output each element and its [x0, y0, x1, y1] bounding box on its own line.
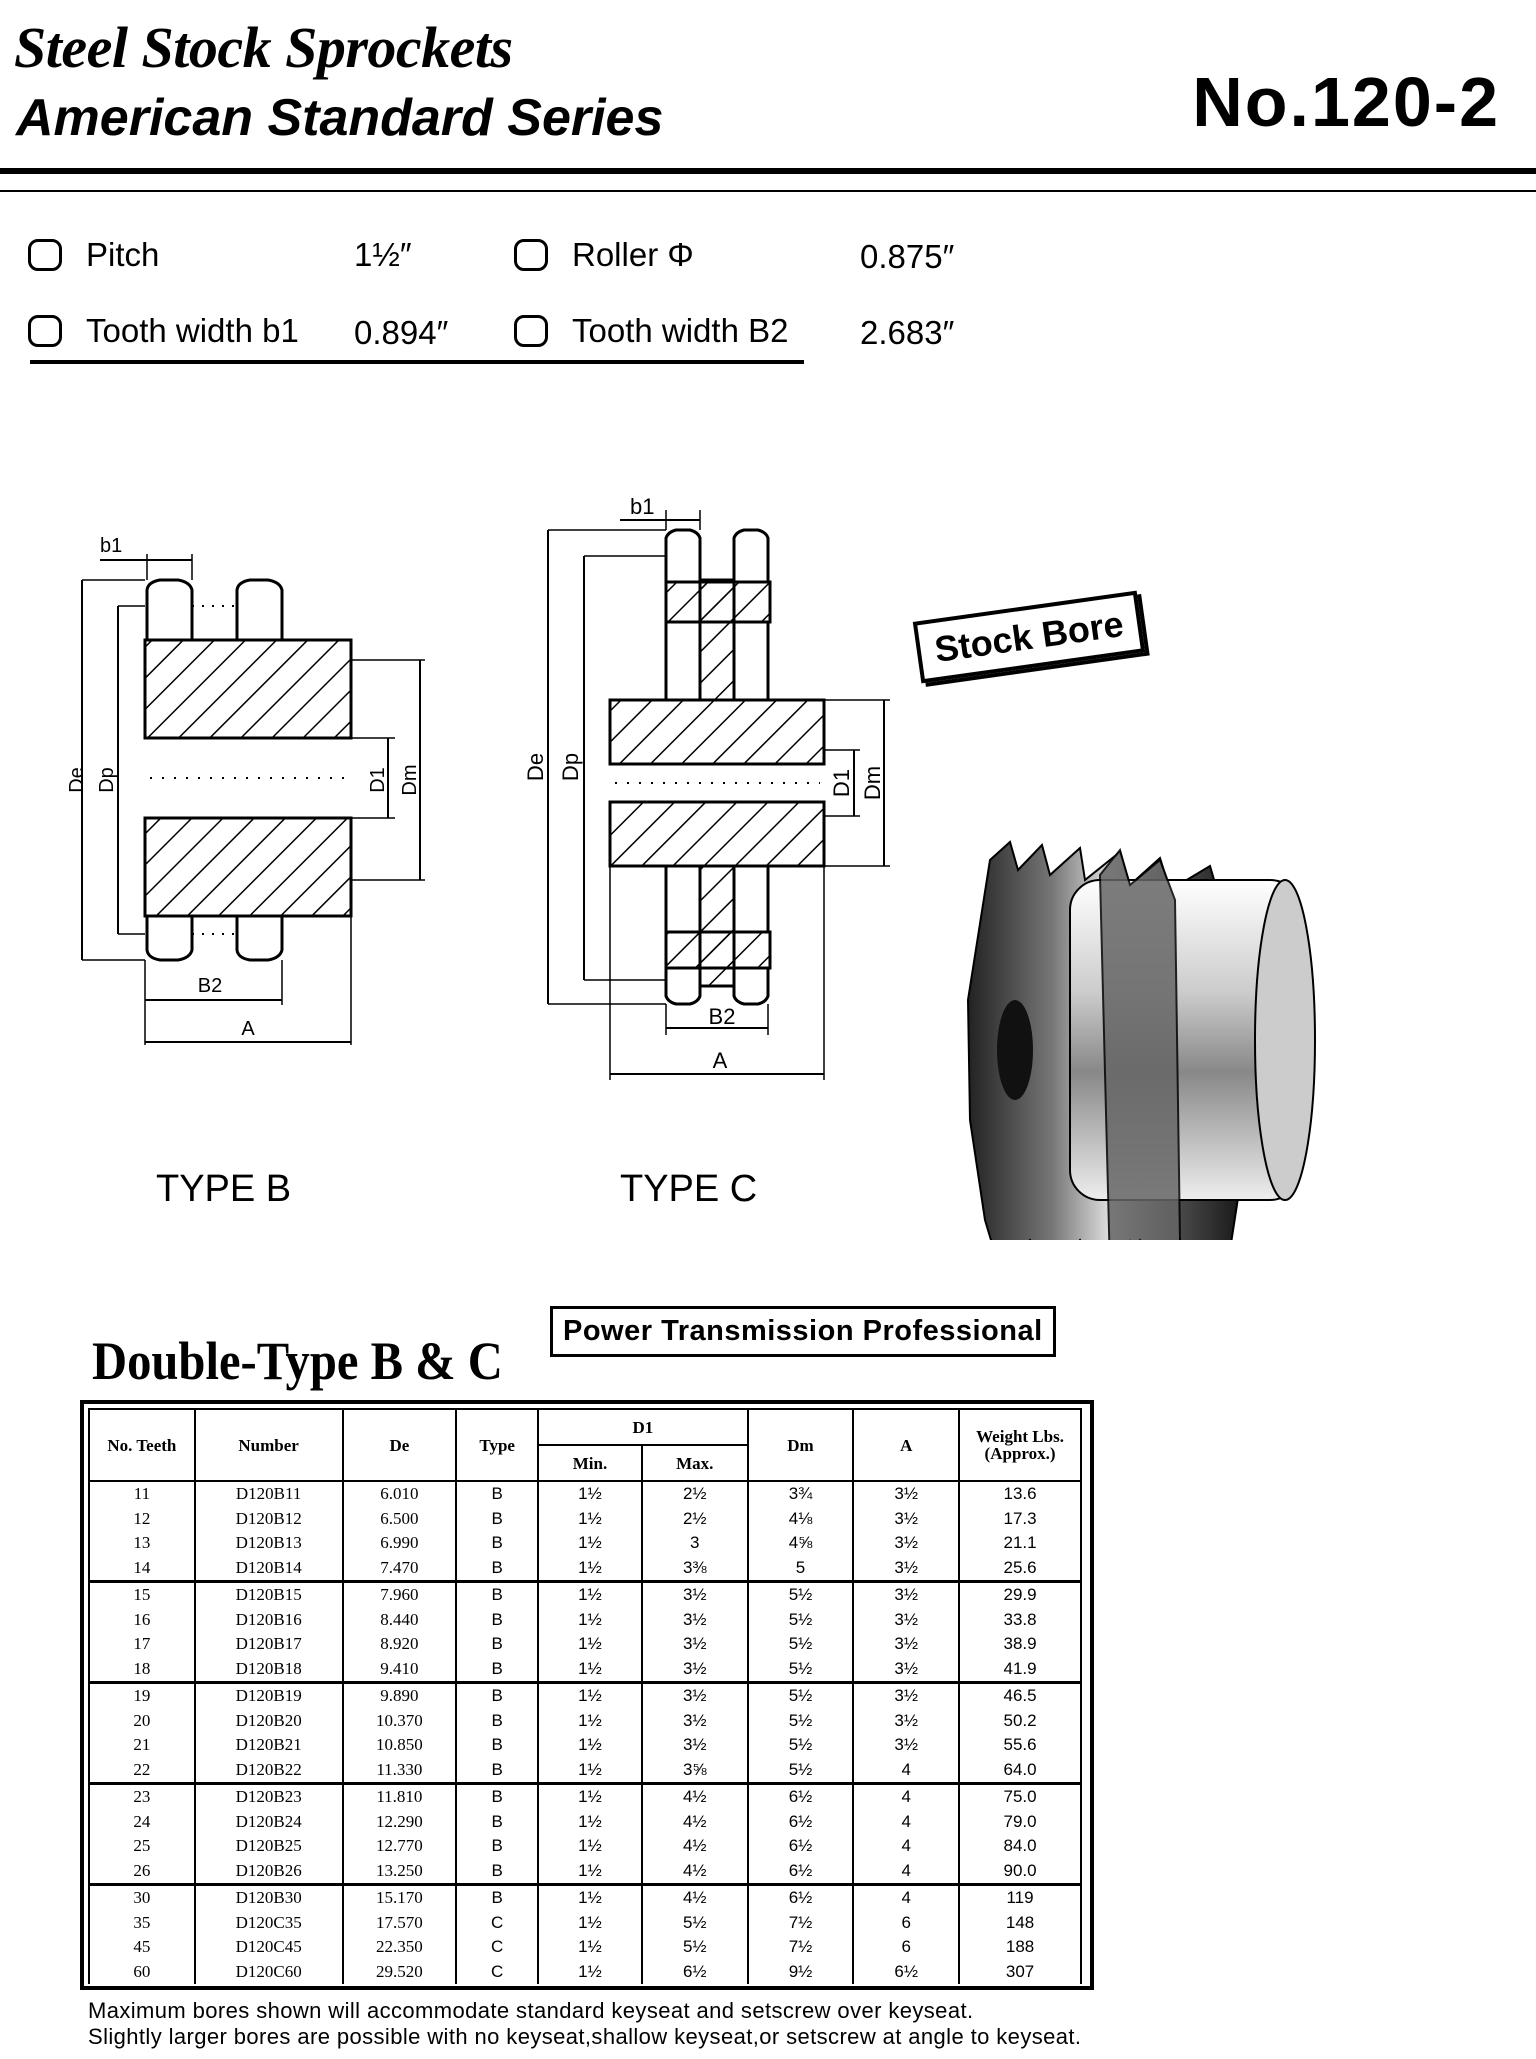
cell-d1-max: 3⅜ — [642, 1556, 748, 1582]
cell-number: D120B19 — [195, 1683, 343, 1709]
cell-d1-max: 3 — [642, 1531, 748, 1556]
cell-teeth: 24 — [89, 1810, 195, 1835]
cell-number: D120B17 — [195, 1632, 343, 1657]
cell-dm: 5½ — [748, 1657, 854, 1683]
cell-type: B — [456, 1632, 538, 1657]
cell-number: D120C60 — [195, 1960, 343, 1985]
cell-d1-min: 1½ — [538, 1784, 642, 1810]
cell-weight: 29.9 — [959, 1582, 1081, 1608]
cell-d1-min: 1½ — [538, 1935, 642, 1960]
table-row — [89, 1960, 1081, 1985]
cell-d1-min: 1½ — [538, 1657, 642, 1683]
cell-d1-min: 1½ — [538, 1758, 642, 1784]
cell-dm: 4⅝ — [748, 1531, 854, 1556]
cell-de: 10.850 — [343, 1733, 457, 1758]
cell-number: D120C35 — [195, 1911, 343, 1936]
cell-dm: 5½ — [748, 1758, 854, 1784]
sprocket-diagrams — [0, 480, 1536, 1240]
checkbox-icon — [514, 315, 548, 347]
header-rule-thin — [0, 190, 1536, 192]
dim-a-label: A — [241, 1018, 255, 1040]
spec-b1 — [28, 312, 299, 350]
cell-d1-min: 1½ — [538, 1556, 642, 1582]
cell-d1-min: 1½ — [538, 1834, 642, 1859]
cell-a: 3½ — [853, 1733, 959, 1758]
dim-b1-label: b1 — [100, 535, 123, 557]
cell-type: B — [456, 1657, 538, 1683]
cell-number: D120B26 — [195, 1859, 343, 1885]
header-dm: Dm — [748, 1409, 854, 1481]
cell-number: D120B11 — [195, 1481, 343, 1507]
cell-weight: 33.8 — [959, 1608, 1081, 1633]
cell-d1-min: 1½ — [538, 1481, 642, 1507]
header-a: A — [853, 1409, 959, 1481]
dim-d1-label: D1 — [367, 767, 389, 793]
dim-dp-label: Dp — [96, 767, 118, 793]
cell-type: B — [456, 1784, 538, 1810]
cell-dm: 7½ — [748, 1935, 854, 1960]
cell-teeth: 19 — [89, 1683, 195, 1709]
cell-type: B — [456, 1758, 538, 1784]
cell-de: 9.890 — [343, 1683, 457, 1709]
type-c-diagram — [523, 494, 890, 1080]
cell-dm: 5 — [748, 1556, 854, 1582]
cell-weight: 21.1 — [959, 1531, 1081, 1556]
cell-teeth: 18 — [89, 1657, 195, 1683]
cell-type: C — [456, 1911, 538, 1936]
cell-d1-min: 1½ — [538, 1859, 642, 1885]
cell-d1-max: 3½ — [642, 1608, 748, 1633]
cell-d1-max: 5½ — [642, 1935, 748, 1960]
cell-teeth: 14 — [89, 1556, 195, 1582]
cell-number: D120B12 — [195, 1507, 343, 1532]
cell-a: 4 — [853, 1784, 959, 1810]
cell-de: 7.960 — [343, 1582, 457, 1608]
cell-d1-max: 3½ — [642, 1632, 748, 1657]
footnote-1: Maximum bores shown will accommodate standard keyseat and setscrew over keyseat. — [88, 1998, 974, 2023]
cell-dm: 6½ — [748, 1885, 854, 1911]
cell-de: 22.350 — [343, 1935, 457, 1960]
cell-weight: 17.3 — [959, 1507, 1081, 1532]
table-row — [89, 1582, 1081, 1608]
cell-a: 3½ — [853, 1507, 959, 1532]
cell-weight: 84.0 — [959, 1834, 1081, 1859]
cell-dm: 5½ — [748, 1683, 854, 1709]
table-row — [89, 1657, 1081, 1683]
cell-dm: 6½ — [748, 1859, 854, 1885]
cell-type: B — [456, 1885, 538, 1911]
cell-weight: 307 — [959, 1960, 1081, 1985]
table-row — [89, 1683, 1081, 1709]
spec-underline — [30, 360, 804, 364]
cell-type: B — [456, 1556, 538, 1582]
cell-d1-max: 4½ — [642, 1834, 748, 1859]
cell-type: B — [456, 1481, 538, 1507]
cell-type: B — [456, 1683, 538, 1709]
header-de: De — [343, 1409, 457, 1481]
cell-de: 15.170 — [343, 1885, 457, 1911]
cell-a: 3½ — [853, 1683, 959, 1709]
table-row — [89, 1935, 1081, 1960]
cell-dm: 6½ — [748, 1810, 854, 1835]
cell-d1-min: 1½ — [538, 1531, 642, 1556]
cell-de: 12.770 — [343, 1834, 457, 1859]
cell-teeth: 30 — [89, 1885, 195, 1911]
cell-a: 3½ — [853, 1709, 959, 1734]
cell-a: 3½ — [853, 1608, 959, 1633]
section-title: Double-Type B & C — [92, 1331, 503, 1391]
sprocket-table — [80, 1400, 1094, 1990]
cell-type: B — [456, 1834, 538, 1859]
cell-d1-max: 4½ — [642, 1810, 748, 1835]
cell-number: D120B21 — [195, 1733, 343, 1758]
cell-a: 4 — [853, 1885, 959, 1911]
header-rule — [0, 168, 1536, 174]
cell-type: B — [456, 1859, 538, 1885]
cell-d1-max: 4½ — [642, 1885, 748, 1911]
cell-teeth: 15 — [89, 1582, 195, 1608]
model-number: No.120-2 — [1192, 63, 1500, 141]
cell-d1-max: 5½ — [642, 1911, 748, 1936]
cell-number: D120C45 — [195, 1935, 343, 1960]
cell-weight: 64.0 — [959, 1758, 1081, 1784]
spec-roller-label: Roller Φ — [572, 236, 694, 273]
cell-a: 3½ — [853, 1481, 959, 1507]
table-row — [89, 1758, 1081, 1784]
spec-b2-label: Tooth width B2 — [572, 312, 789, 349]
table-row — [89, 1507, 1081, 1532]
cell-d1-min: 1½ — [538, 1632, 642, 1657]
spec-pitch-label: Pitch — [86, 236, 160, 273]
cell-number: D120B30 — [195, 1885, 343, 1911]
table-row — [89, 1709, 1081, 1734]
cell-teeth: 21 — [89, 1733, 195, 1758]
cell-weight: 188 — [959, 1935, 1081, 1960]
type-b-label: TYPE B — [156, 1168, 292, 1210]
type-b-diagram — [66, 535, 425, 1045]
dim-b2-label: B2 — [197, 975, 223, 997]
cell-de: 29.520 — [343, 1960, 457, 1985]
spec-pitch-value: 1½″ — [354, 236, 412, 273]
dim-dm-label: Dm — [399, 764, 421, 796]
cell-a: 3½ — [853, 1556, 959, 1582]
header-d1: D1 — [538, 1409, 748, 1445]
cell-dm: 5½ — [748, 1608, 854, 1633]
cell-teeth: 35 — [89, 1911, 195, 1936]
cell-d1-min: 1½ — [538, 1683, 642, 1709]
cell-d1-max: 3⅝ — [642, 1758, 748, 1784]
cell-teeth: 13 — [89, 1531, 195, 1556]
dim-d1-label: D1 — [829, 768, 854, 798]
cell-weight: 50.2 — [959, 1709, 1081, 1734]
cell-type: B — [456, 1507, 538, 1532]
table-row — [89, 1531, 1081, 1556]
cell-type: C — [456, 1960, 538, 1985]
cell-de: 8.440 — [343, 1608, 457, 1633]
cell-dm: 5½ — [748, 1632, 854, 1657]
cell-number: D120B15 — [195, 1582, 343, 1608]
header-type: Type — [456, 1409, 538, 1481]
header-number: Number — [195, 1409, 343, 1481]
cell-weight: 46.5 — [959, 1683, 1081, 1709]
cell-de: 10.370 — [343, 1709, 457, 1734]
cell-de: 11.810 — [343, 1784, 457, 1810]
cell-d1-min: 1½ — [538, 1960, 642, 1985]
cell-d1-min: 1½ — [538, 1733, 642, 1758]
dim-de-label: De — [66, 767, 88, 793]
cell-number: D120B23 — [195, 1784, 343, 1810]
cell-d1-min: 1½ — [538, 1608, 642, 1633]
cell-a: 6½ — [853, 1960, 959, 1985]
cell-a: 3½ — [853, 1531, 959, 1556]
cell-de: 6.500 — [343, 1507, 457, 1532]
title-line-1: Steel Stock Sprockets — [14, 15, 513, 80]
footnote-2: Slightly larger bores are possible with no keyseat,shallow keyseat,or setscrew at angle to keyseat. — [88, 2024, 1082, 2049]
cell-dm: 7½ — [748, 1911, 854, 1936]
cell-teeth: 22 — [89, 1758, 195, 1784]
cell-d1-max: 3½ — [642, 1582, 748, 1608]
header-d1-max: Max. — [642, 1445, 748, 1481]
cell-number: D120B20 — [195, 1709, 343, 1734]
cell-de: 11.330 — [343, 1758, 457, 1784]
cell-de: 17.570 — [343, 1911, 457, 1936]
cell-dm: 6½ — [748, 1834, 854, 1859]
dim-b2-label: B2 — [708, 1004, 736, 1029]
dim-dp-label: Dp — [558, 752, 583, 782]
cell-type: B — [456, 1608, 538, 1633]
cell-dm: 6½ — [748, 1784, 854, 1810]
table-row — [89, 1859, 1081, 1885]
table-row — [89, 1784, 1081, 1810]
checkbox-icon — [28, 239, 62, 271]
cell-dm: 4⅛ — [748, 1507, 854, 1532]
table-row — [89, 1911, 1081, 1936]
dim-dm-label: Dm — [860, 765, 885, 801]
cell-number: D120B14 — [195, 1556, 343, 1582]
type-c-label: TYPE C — [620, 1168, 758, 1210]
cell-weight: 38.9 — [959, 1632, 1081, 1657]
cell-type: B — [456, 1810, 538, 1835]
cell-d1-max: 2½ — [642, 1507, 748, 1532]
cell-weight: 55.6 — [959, 1733, 1081, 1758]
cell-a: 6 — [853, 1935, 959, 1960]
cell-teeth: 45 — [89, 1935, 195, 1960]
title-line-2: American Standard Series — [16, 89, 664, 147]
cell-d1-max: 4½ — [642, 1784, 748, 1810]
cell-d1-max: 4½ — [642, 1859, 748, 1885]
cell-de: 8.920 — [343, 1632, 457, 1657]
cell-d1-max: 3½ — [642, 1733, 748, 1758]
table-row — [89, 1556, 1081, 1582]
spec-roller — [514, 236, 694, 274]
cell-number: D120B16 — [195, 1608, 343, 1633]
cell-dm: 9½ — [748, 1960, 854, 1985]
cell-number: D120B18 — [195, 1657, 343, 1683]
cell-teeth: 60 — [89, 1960, 195, 1985]
cell-dm: 5½ — [748, 1709, 854, 1734]
table-row — [89, 1834, 1081, 1859]
cell-a: 4 — [853, 1810, 959, 1835]
cell-type: B — [456, 1709, 538, 1734]
cell-number: D120B24 — [195, 1810, 343, 1835]
cell-d1-min: 1½ — [538, 1709, 642, 1734]
data-table — [88, 1408, 1082, 1984]
cell-d1-max: 3½ — [642, 1683, 748, 1709]
cell-weight: 41.9 — [959, 1657, 1081, 1683]
cell-de: 7.470 — [343, 1556, 457, 1582]
table-row — [89, 1810, 1081, 1835]
cell-dm: 5½ — [748, 1733, 854, 1758]
cell-a: 6 — [853, 1911, 959, 1936]
cell-d1-min: 1½ — [538, 1911, 642, 1936]
stock-bore-badge: Stock Bore — [913, 591, 1145, 684]
cell-weight: 119 — [959, 1885, 1081, 1911]
cell-d1-min: 1½ — [538, 1507, 642, 1532]
cell-d1-max: 3½ — [642, 1657, 748, 1683]
cell-type: C — [456, 1935, 538, 1960]
cell-number: D120B13 — [195, 1531, 343, 1556]
cell-teeth: 25 — [89, 1834, 195, 1859]
cell-d1-min: 1½ — [538, 1582, 642, 1608]
cell-type: B — [456, 1733, 538, 1758]
table-row — [89, 1608, 1081, 1633]
table-row — [89, 1885, 1081, 1911]
table-row — [89, 1632, 1081, 1657]
cell-weight: 79.0 — [959, 1810, 1081, 1835]
cell-de: 6.990 — [343, 1531, 457, 1556]
spec-pitch — [28, 236, 159, 274]
checkbox-icon — [28, 315, 62, 347]
cell-d1-min: 1½ — [538, 1810, 642, 1835]
spec-b2 — [514, 312, 788, 350]
spec-roller-value: 0.875″ — [860, 238, 955, 275]
header-d1-min: Min. — [538, 1445, 642, 1481]
cell-d1-max: 3½ — [642, 1709, 748, 1734]
cell-weight: 148 — [959, 1911, 1081, 1936]
cell-number: D120B25 — [195, 1834, 343, 1859]
table-row — [89, 1481, 1081, 1507]
table-row — [89, 1733, 1081, 1758]
cell-a: 4 — [853, 1834, 959, 1859]
cell-weight: 25.6 — [959, 1556, 1081, 1582]
cell-a: 4 — [853, 1758, 959, 1784]
cell-teeth: 12 — [89, 1507, 195, 1532]
cell-teeth: 16 — [89, 1608, 195, 1633]
header-no-teeth: No. Teeth — [89, 1409, 195, 1481]
cell-weight: 90.0 — [959, 1859, 1081, 1885]
cell-a: 3½ — [853, 1632, 959, 1657]
dim-b1-label: b1 — [630, 494, 655, 519]
sprocket-photo — [968, 842, 1315, 1240]
spec-b1-label: Tooth width b1 — [86, 312, 299, 349]
cell-number: D120B22 — [195, 1758, 343, 1784]
cell-d1-min: 1½ — [538, 1885, 642, 1911]
cell-teeth: 11 — [89, 1481, 195, 1507]
cell-d1-max: 2½ — [642, 1481, 748, 1507]
cell-teeth: 26 — [89, 1859, 195, 1885]
cell-dm: 5½ — [748, 1582, 854, 1608]
cell-d1-max: 6½ — [642, 1960, 748, 1985]
dim-a-label: A — [712, 1048, 728, 1073]
cell-teeth: 23 — [89, 1784, 195, 1810]
cell-de: 12.290 — [343, 1810, 457, 1835]
spec-b1-value: 0.894″ — [354, 314, 449, 351]
spec-b2-value: 2.683″ — [860, 314, 955, 351]
header-weight: Weight Lbs. (Approx.) — [959, 1409, 1081, 1481]
cell-dm: 3¾ — [748, 1481, 854, 1507]
cell-teeth: 17 — [89, 1632, 195, 1657]
cell-weight: 13.6 — [959, 1481, 1081, 1507]
cell-de: 6.010 — [343, 1481, 457, 1507]
cell-weight: 75.0 — [959, 1784, 1081, 1810]
cell-type: B — [456, 1531, 538, 1556]
cell-de: 9.410 — [343, 1657, 457, 1683]
cell-a: 4 — [853, 1859, 959, 1885]
cell-a: 3½ — [853, 1657, 959, 1683]
cell-a: 3½ — [853, 1582, 959, 1608]
power-transmission-badge: Power Transmission Professional — [550, 1306, 1056, 1357]
dim-de-label: De — [523, 752, 548, 782]
cell-de: 13.250 — [343, 1859, 457, 1885]
checkbox-icon — [514, 239, 548, 271]
cell-teeth: 20 — [89, 1709, 195, 1734]
cell-type: B — [456, 1582, 538, 1608]
